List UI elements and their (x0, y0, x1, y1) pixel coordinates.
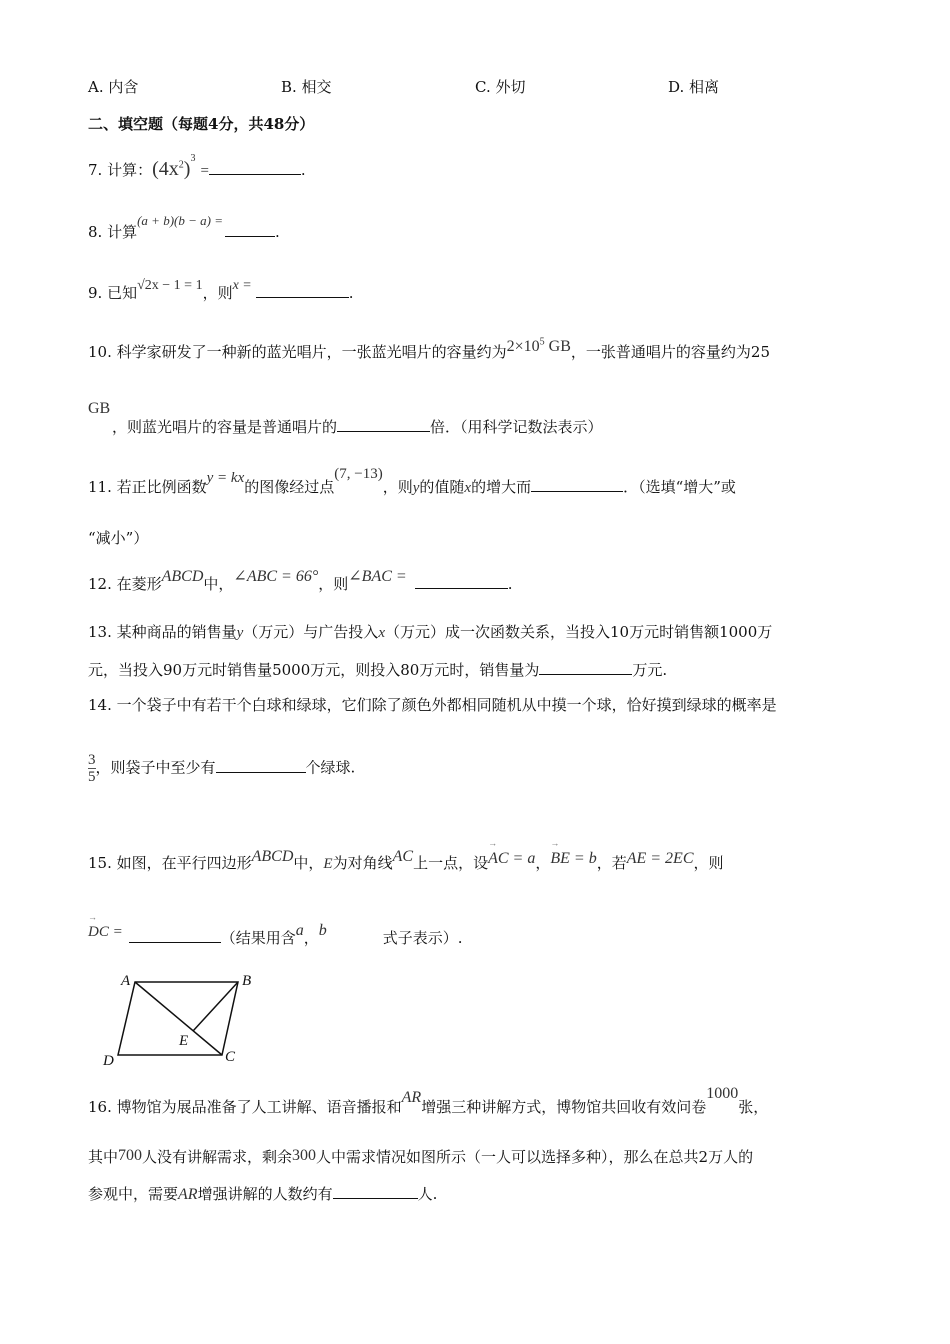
label-b: B (242, 973, 252, 989)
question-16-line1: 16. 博物馆为展品准备了人工讲解、语音播报和AR增强三种讲解方式，博物馆共回收有效问卷1000张， (88, 1085, 769, 1116)
q7-label: 7. 计算： (88, 161, 153, 179)
label-a: A (121, 973, 131, 989)
section-title: 二、填空题（每题4分，共48分） (88, 115, 315, 133)
question-9: 9. 已知√2x − 1 = 1，则x = . (88, 278, 354, 302)
fraction: $\frac{3}{5}$ (88, 752, 96, 785)
q7-expr: $(4x^2)^3$ = (152, 153, 209, 180)
q9-expr: √2x − 1 = 1 (137, 278, 203, 293)
option-d: D. 相离 (668, 78, 720, 96)
answer-blank[interactable] (225, 222, 275, 237)
option-b: B. 相交 (281, 78, 332, 96)
question-10-line2: ，则蓝光唱片的容量是普通唱片的 倍．（用科学记数法表示） (112, 418, 603, 436)
question-12: 12. 在菱形ABCD中，∠ABC = 66°，则∠BAC = . (88, 568, 513, 593)
vector-be: → BE = b (550, 850, 596, 868)
parallelogram-figure (95, 965, 265, 1070)
label-d: D (103, 1053, 114, 1069)
q10-expr: $2\times 10^5$ GB (506, 336, 571, 355)
answer-blank[interactable] (216, 758, 306, 773)
q9-label: 9. 已知 (88, 284, 138, 302)
q10-unit: GB (88, 400, 111, 417)
question-11: 11. 若正比例函数y = kx的图像经过点(7, −13)，则y的值随x的增大而 ．（选填“增大”或 (88, 466, 736, 496)
vector-dc: → DC = (88, 924, 123, 941)
vector-ac: → AC = a (488, 850, 535, 868)
segment-be (193, 982, 238, 1031)
question-14-line2: $\frac{3}{5}$ ，则袋子中至少有 个绿球. (88, 752, 356, 785)
question-13-line2: 元，当投入90万元时销售量5000万元，则投入80万元时，销售量为 万元. (88, 661, 668, 679)
question-8: 8. 计算(a + b)(b − a) =. (88, 213, 280, 241)
label-c: C (225, 1049, 236, 1065)
question-15-line1: 15. 如图，在平行四边形ABCD中，E为对角线AC上一点，设→ AC = a，→ BE = b，若AE = 2EC，则 (88, 852, 724, 873)
answer-blank[interactable] (209, 160, 301, 175)
answer-blank[interactable] (337, 417, 430, 432)
question-16-line3: 参观中，需要AR增强讲解的人数约有 人. (88, 1185, 438, 1203)
answer-blank[interactable] (531, 477, 623, 492)
answer-blank[interactable] (256, 283, 349, 298)
question-16-line2: 其中700人没有讲解需求，剩余300人中需求情况如图所示（一人可以选择多种），那么在总共2万人的 (88, 1147, 754, 1166)
label-e: E (179, 1033, 189, 1049)
option-a: A. 内含 (88, 78, 139, 96)
answer-blank[interactable] (333, 1184, 418, 1199)
answer-blank[interactable] (539, 660, 632, 675)
q8-expr: (a + b)(b − a) = (137, 213, 223, 228)
answer-blank[interactable] (129, 928, 221, 943)
option-c: C. 外切 (475, 78, 526, 96)
question-10-line1: 10. 科学家研发了一种新的蓝光唱片，一张蓝光唱片的容量约为$2\times 10^5$ GB，一张普通唱片的容量约为25 (88, 336, 770, 361)
question-11-line2: “减小”） (88, 529, 149, 547)
q8-label: 8. 计算 (88, 223, 138, 241)
question-13-line1: 13. 某种商品的销售量y（万元）与广告投入x（万元）成一次函数关系，当投入10万元时销售额1000万 (88, 623, 773, 641)
question-15-line2: → DC = （结果用含a，b 式子表示）. (88, 927, 463, 948)
answer-blank[interactable] (415, 574, 508, 589)
question-14-line1: 14. 一个袋子中有若干个白球和绿球，它们除了颜色外都相同随机从中摸一个球，恰好摸到绿球的概率是 (88, 696, 777, 714)
question-7: 7. 计算：$(4x^2)^3$ = . (88, 153, 306, 180)
